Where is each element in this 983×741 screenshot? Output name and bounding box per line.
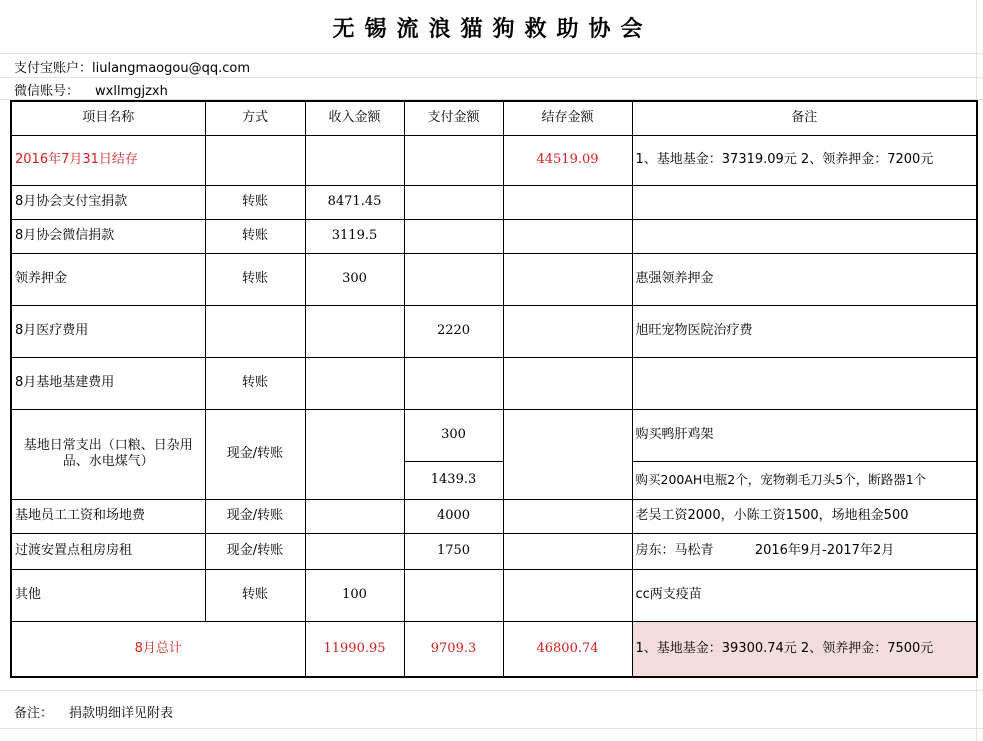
cell-income (305, 135, 404, 185)
header-balance: 结存金额 (503, 101, 632, 135)
cell-income (305, 409, 404, 499)
cell-method: 转账 (205, 219, 305, 253)
footer-label: 备注： (14, 706, 54, 721)
cell-method: 转账 (205, 253, 305, 305)
header-name: 项目名称 (11, 101, 205, 135)
table-row (11, 357, 977, 409)
cell-note: 购买200AH电瓶2个，宠物剃毛刀头5个，断路器1个 (632, 461, 977, 499)
wechat-value: wxllmgjzxh (95, 84, 168, 99)
cell-expense (404, 185, 503, 219)
cell-expense (404, 569, 503, 621)
cell-method: 转账 (205, 357, 305, 409)
cell-expense: 1750 (404, 533, 503, 569)
alipay-value: liulangmaogou@qq.com (92, 61, 250, 76)
cell-note: 1、基地基金：37319.09元 2、领养押金：7200元 (632, 135, 977, 185)
cell-expense (404, 219, 503, 253)
finance-table (10, 100, 978, 678)
total-expense: 9709.3 (404, 621, 503, 677)
cell-note (632, 185, 977, 219)
cell-note: cc两支疫苗 (632, 569, 977, 621)
cell-expense (404, 253, 503, 305)
table-row (11, 253, 977, 305)
table-row (11, 219, 977, 253)
header-expense: 支付金额 (404, 101, 503, 135)
cell-balance (503, 569, 632, 621)
table-row (11, 135, 977, 185)
header-income: 收入金额 (305, 101, 404, 135)
cell-balance (503, 499, 632, 533)
wechat-account (14, 80, 168, 99)
cell-name: 8月医疗费用 (11, 305, 205, 357)
cell-method: 转账 (205, 569, 305, 621)
cell-note: 房东：马松青 2016年9月-2017年2月 (632, 533, 977, 569)
cell-balance (503, 357, 632, 409)
total-note: 1、基地基金：39300.74元 2、领养押金：7500元 (632, 621, 977, 677)
cell-name: 基地日常支出（口粮、日杂用品、水电煤气） (11, 409, 205, 499)
cell-note (632, 357, 977, 409)
cell-method (205, 135, 305, 185)
cell-expense (404, 135, 503, 185)
cell-balance (503, 253, 632, 305)
cell-income (305, 499, 404, 533)
cell-note: 惠强领养押金 (632, 253, 977, 305)
cell-note: 旭旺宠物医院治疗费 (632, 305, 977, 357)
table-row (11, 305, 977, 357)
cell-expense: 1439.3 (404, 461, 503, 499)
cell-name: 2016年7月31日结存 (11, 135, 205, 185)
cell-income: 100 (305, 569, 404, 621)
cell-method: 现金/转账 (205, 499, 305, 533)
document-title: 无锡流浪猫狗救助协会 (10, 8, 975, 50)
cell-method: 现金/转账 (205, 533, 305, 569)
total-income: 11990.95 (305, 621, 404, 677)
cell-expense: 300 (404, 409, 503, 461)
cell-name: 过渡安置点租房房租 (11, 533, 205, 569)
cell-method (205, 305, 305, 357)
cell-note (632, 219, 977, 253)
cell-income: 8471.45 (305, 185, 404, 219)
cell-balance (503, 185, 632, 219)
cell-balance (503, 533, 632, 569)
header-note: 备注 (632, 101, 977, 135)
cell-note: 购买鸭肝鸡架 (632, 409, 977, 461)
alipay-account (14, 57, 250, 76)
cell-note: 老吴工资2000，小陈工资1500，场地租金500 (632, 499, 977, 533)
total-label: 8月总计 (11, 621, 305, 677)
cell-name: 领养押金 (11, 253, 205, 305)
cell-name: 基地员工工资和场地费 (11, 499, 205, 533)
cell-income (305, 357, 404, 409)
cell-income (305, 533, 404, 569)
cell-name: 8月基地基建费用 (11, 357, 205, 409)
wechat-label: 微信账号： (14, 84, 80, 99)
cell-balance: 44519.09 (503, 135, 632, 185)
footer-value: 捐款明细详见附表 (69, 706, 174, 721)
total-row (11, 621, 977, 677)
cell-income (305, 305, 404, 357)
cell-name: 其他 (11, 569, 205, 621)
table-row (11, 499, 977, 533)
cell-income: 300 (305, 253, 404, 305)
table-row (11, 533, 977, 569)
cell-method: 现金/转账 (205, 409, 305, 499)
cell-method: 转账 (205, 185, 305, 219)
table-row (11, 409, 977, 461)
cell-expense: 2220 (404, 305, 503, 357)
cell-balance (503, 305, 632, 357)
cell-name: 8月协会支付宝捐款 (11, 185, 205, 219)
header-method: 方式 (205, 101, 305, 135)
cell-expense (404, 357, 503, 409)
total-balance: 46800.74 (503, 621, 632, 677)
cell-expense: 4000 (404, 499, 503, 533)
table-row (11, 185, 977, 219)
alipay-label: 支付宝账户： (14, 61, 93, 76)
cell-balance (503, 219, 632, 253)
table-header-row (11, 101, 977, 135)
footer-remark (14, 702, 173, 721)
table-row (11, 569, 977, 621)
cell-balance (503, 409, 632, 499)
cell-income: 3119.5 (305, 219, 404, 253)
cell-name: 8月协会微信捐款 (11, 219, 205, 253)
